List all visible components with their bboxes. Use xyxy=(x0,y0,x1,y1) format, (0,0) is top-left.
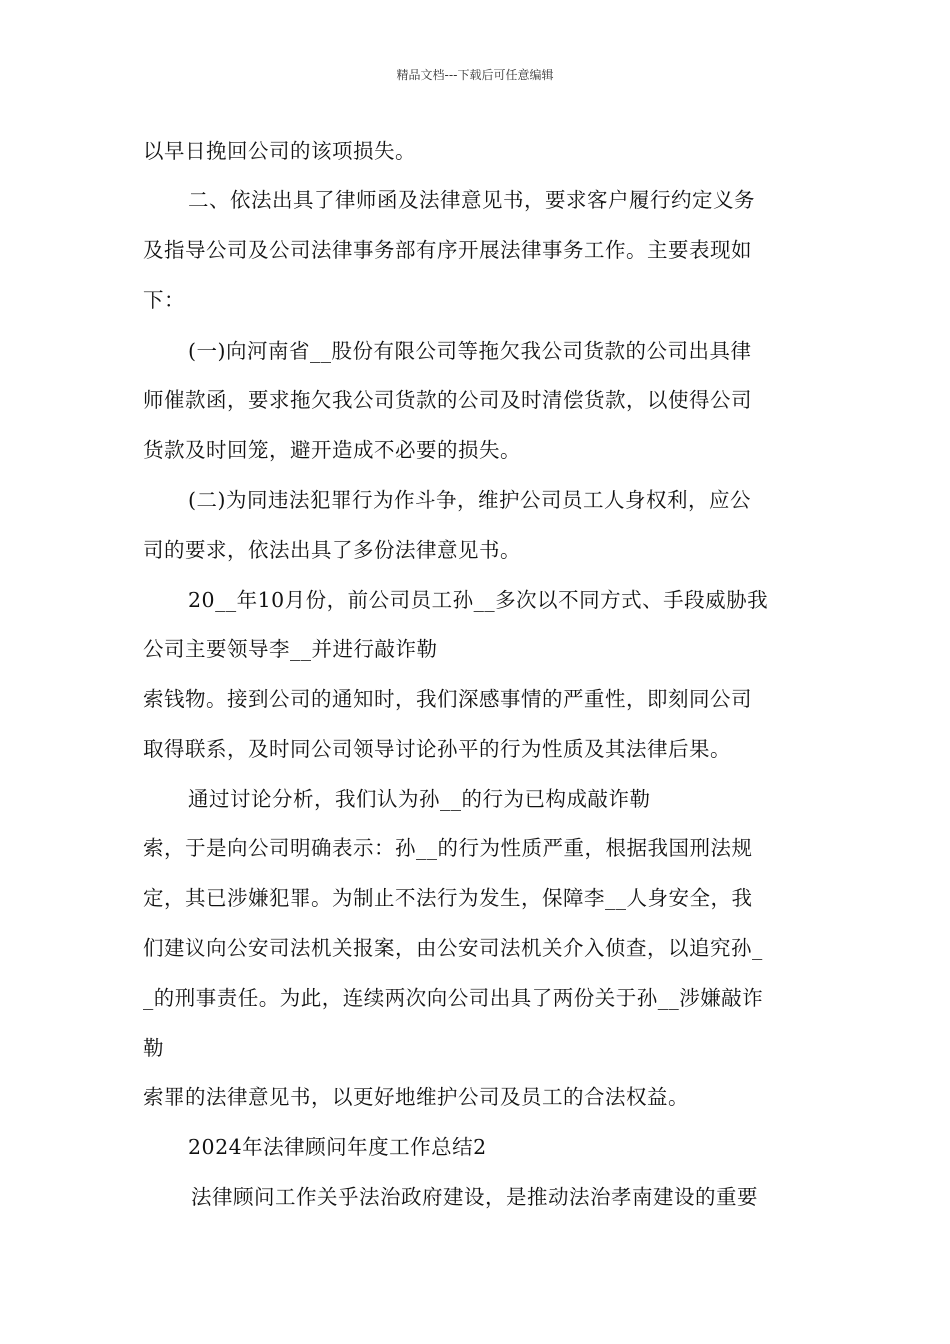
text-line-11: 公司主要领导李__并进行敲诈勒 xyxy=(143,637,438,661)
section-title: 2024年法律顾问年度工作总结2 xyxy=(188,1135,487,1159)
text-line-8: (二)为同违法犯罪行为作斗争，维护公司员工人身权利，应公 xyxy=(188,488,751,512)
text-line-7: 货款及时回笼，避开造成不必要的损失。 xyxy=(143,438,521,462)
text-line-20: 索罪的法律意见书，以更好地维护公司及员工的合法权益。 xyxy=(143,1085,689,1109)
text-line-14: 通过讨论分析，我们认为孙__的行为已构成敲诈勒 xyxy=(188,787,651,811)
text-line-9: 司的要求，依法出具了多份法律意见书。 xyxy=(143,538,521,562)
text-line-18: _的刑事责任。为此，连续两次向公司出具了两份关于孙__涉嫌敲诈 xyxy=(143,986,764,1010)
text-line-1: 以早日挽回公司的该项损失。 xyxy=(143,139,416,163)
text-line-19: 勒 xyxy=(143,1036,164,1060)
page-header: 精品文档---下载后可任意编辑 xyxy=(396,68,554,82)
text-line-5: (一)向河南省__股份有限公司等拖欠我公司货款的公司出具律 xyxy=(188,339,752,363)
text-line-16: 定，其已涉嫌犯罪。为制止不法行为发生，保障李__人身安全，我 xyxy=(143,886,753,910)
text-line-6: 师催款函，要求拖欠我公司货款的公司及时清偿货款，以使得公司 xyxy=(143,388,752,412)
text-line-12: 索钱物。接到公司的通知时，我们深感事情的严重性，即刻同公司 xyxy=(143,687,752,711)
text-line-15: 索，于是向公司明确表示：孙__的行为性质严重，根据我国刑法规 xyxy=(143,836,753,860)
text-line-22: 法律顾问工作关乎法治政府建设，是推动法治孝南建设的重要 xyxy=(191,1185,758,1209)
text-line-3: 及指导公司及公司法律事务部有序开展法律事务工作。主要表现如 xyxy=(143,238,752,262)
text-line-10: 20__年10月份，前公司员工孙__多次以不同方式、手段威胁我 xyxy=(188,588,769,612)
text-line-17: 们建议向公安司法机关报案，由公安司法机关介入侦查，以追究孙_ xyxy=(143,936,763,960)
text-line-2: 二、依法出具了律师函及法律意见书，要求客户履行约定义务 xyxy=(188,188,755,212)
text-line-4: 下： xyxy=(143,288,185,312)
text-line-13: 取得联系，及时同公司领导讨论孙平的行为性质及其法律后果。 xyxy=(143,737,731,761)
